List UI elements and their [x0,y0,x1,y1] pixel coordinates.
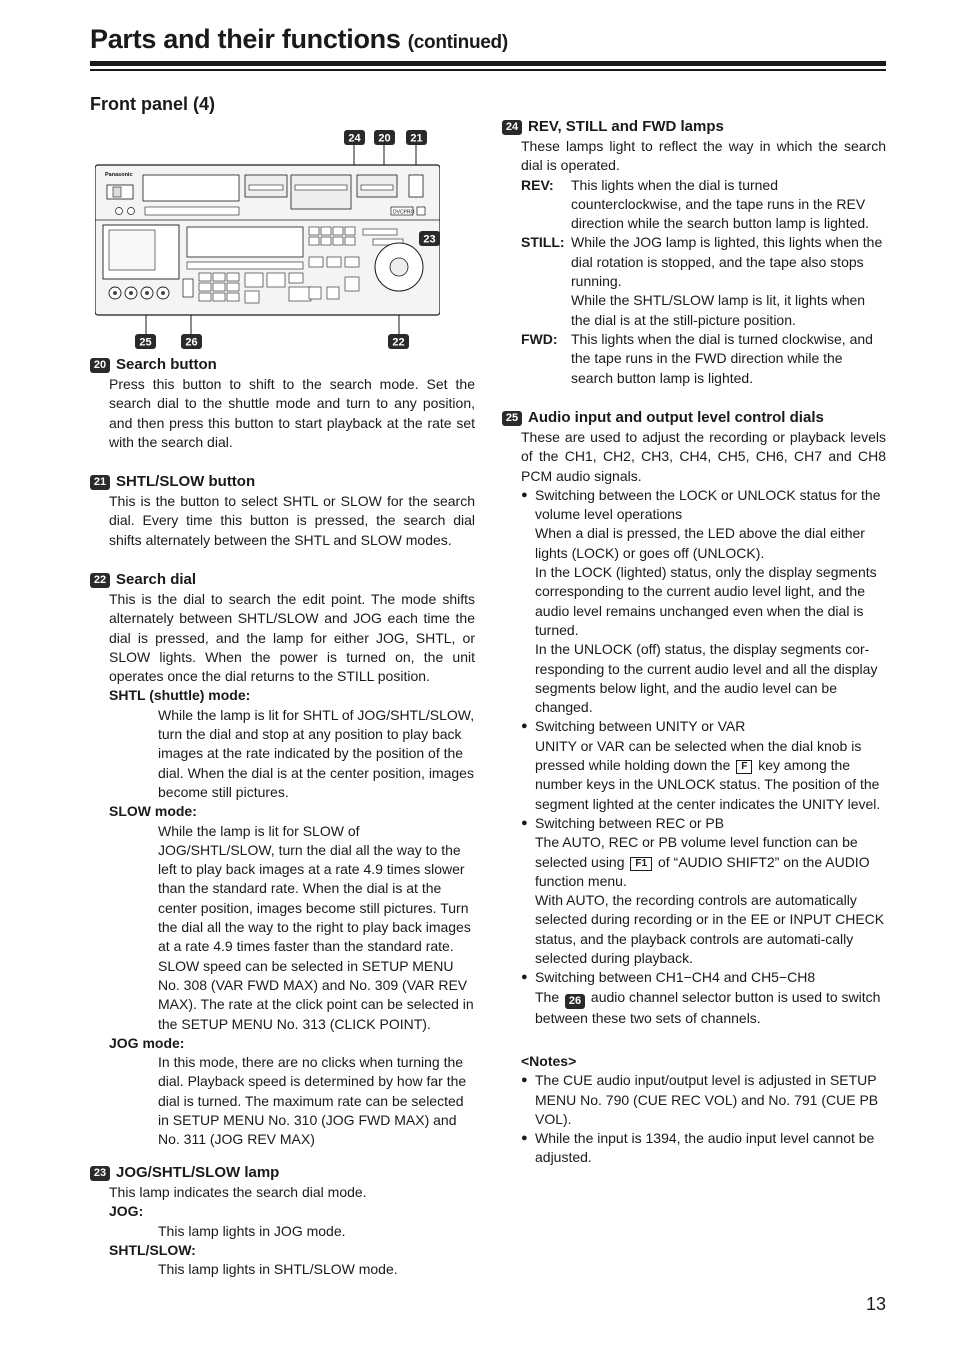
f1-key-icon: F1 [630,857,652,871]
svg-text:26: 26 [185,336,198,349]
section-number: 22 [90,573,110,588]
svg-text:21: 21 [410,132,423,145]
section-24 [502,117,886,388]
section-number: 23 [90,1166,110,1181]
term-rev: REV: This lights when the dial is turned counterclockwise, and the tape runs in the REV direction while the search button lamp is lighted. [521,176,870,232]
section-20 [90,355,475,452]
section-title: Search button [116,356,217,373]
section-body: These are used to adjust the recording or playback levels of the CH1, CH2, CH3, CH4, CH5, CH6, CH7 and CH8 PCM audio signals. [521,429,886,484]
callout-21 [406,130,427,145]
mode-body: This lamp lights in JOG mode. [158,1222,346,1239]
header-continued: (continued) [407,32,508,53]
bullet-icon: ● [521,1074,528,1087]
section-body: Press this button to shift to the search mode. Set the search dial to the shuttle mode and turn to any position, and then press this button to start playback at the rate set with the search dial. [109,376,475,450]
mode-heading: SLOW mode: [109,803,197,820]
bullet-icon: ● [521,971,528,984]
section-number: 24 [502,120,522,135]
section-number: 25 [502,411,522,426]
mode-heading: JOG mode: [109,1034,185,1051]
section-title: Audio input and output level control dials [528,409,824,426]
section-22 [90,570,475,1150]
section-21 [90,472,475,550]
bullet-channel-sets: ● Switching between CH1−CH4 and CH5−CH8 The 26 audio channel selector button is used to switch between these two sets of channels. [521,968,886,1028]
callout-20 [374,130,395,145]
mode-heading: JOG: [109,1203,144,1220]
section-body: This lamp indicates the search dial mode. [109,1184,367,1200]
page-header [90,24,508,55]
term-still-cont: While the SHTL/SLOW lamp is lit, it lights when the dial is at the still-picture position. [571,292,866,328]
callout-25 [135,334,156,349]
section-body: This is the button to select SHTL or SLOW for the search dial. Every time this button is pressed, the search dial shifts alternately between the SHTL and SLOW modes. [109,493,475,548]
svg-text:24: 24 [348,132,361,145]
term-still: STILL: While the JOG lamp is lighted, this lights when the dial rotation is stopped, and the tape also stops running. [521,234,883,290]
mode-body: While the lamp is lit for SLOW of JOG/SHTL/SLOW, turn the dial all the way to the left to play back images at a rate 4.9 times slower than the standard rate. When the dial is at the center position, images become still pictures. Turn the dial all the way to the right to play back images at a rate 4.9 times faster than the standard rate. SLOW speed can be selected in SETUP MENU No. 308 (VAR FWD MAX) and No. 309 (VAR REV MAX). The rate at the click point can be selected in the SETUP MENU No. 313 (CLICK POINT). [158,822,474,1032]
bullet-icon: ● [521,488,528,501]
svg-text:Panasonic: Panasonic [105,172,133,178]
f-key-icon: F [736,760,752,774]
vtr-body [95,165,440,315]
note-item: ● The CUE audio input/output level is adjusted in SETUP MENU No. 790 (CUE REC VOL) and No. 791 (CUE PB VOL). [521,1071,886,1129]
mode-heading: SHTL (shuttle) mode: [109,687,251,704]
header-rule-thin [90,69,886,71]
mode-body: This lamp lights in SHTL/SLOW mode. [158,1261,398,1278]
bullet-rec-pb: ● Switching between REC or PB The AUTO, REC or PB volume level function can be selected using F1 of “AUDIO SHIFT2” on the AUDIO function menu. With AUTO, the recording controls are automatically selected during recording or in the EE or INPUT CHECK status, and the playback controls are automati-cally selected during playback. [521,814,886,968]
notes [502,1052,886,1168]
svg-text:20: 20 [378,132,391,145]
callout-26 [181,334,202,349]
front-panel-illustration [95,127,440,352]
ref-26-badge: 26 [565,994,585,1009]
svg-text:25: 25 [139,336,152,349]
bullet-unity-var: ● Switching between UNITY or VAR UNITY or VAR can be selected when the dial knob is pressed while holding down the F key among the number keys in the UNLOCK status. The position of the segment lighted at the center indicates the UNITY level. [521,717,886,813]
header-rule-thick [90,61,886,66]
section-title: JOG/SHTL/SLOW lamp [116,1164,280,1181]
header-title: Parts and their functions [90,24,401,54]
term-fwd: FWD: This lights when the dial is turned clockwise, and the tape runs in the FWD direction while the search button lamp is lighted. [521,330,873,386]
callout-24 [344,130,365,145]
bullet-icon: ● [521,720,528,733]
subsection-title: Front panel (4) [90,94,215,114]
front-panel-figure [95,127,440,352]
bullet-lock-unlock: ● Switching between the LOCK or UNLOCK status for the volume level operations When a dial is pressed, the LED above the dial either lights (LOCK) or goes off (UNLOCK). In the LOCK (lighted) status, only the display segments corresponding to the current audio level light, and the audio level remains unchanged even when the dial is turned. In the UNLOCK (off) status, the display segments cor-responding to the current audio level and all the display segments below light, and the audio level can be changed. [521,486,886,718]
section-25 [502,408,886,1028]
notes-heading: <Notes> [521,1053,577,1069]
bullet-icon: ● [521,1132,528,1145]
section-body: This is the dial to search the edit point. The mode shifts alternately between SHTL/SLOW and JOG each time the dial is pressed, and the lamp for either JOG, SHTL, or SLOW lights. When the power is turned on, the unit operates once the dial returns to the STILL position. [109,591,475,685]
callout-23 [419,231,440,246]
section-title: Search dial [116,571,197,588]
mode-heading: SHTL/SLOW: [109,1241,196,1258]
section-number: 21 [90,475,110,490]
page-number: 13 [866,1294,887,1314]
note-item: ● While the input is 1394, the audio input level cannot be adjusted. [521,1129,886,1168]
section-number: 20 [90,358,110,373]
mode-body: While the lamp is lit for SHTL of JOG/SHTL/SLOW, turn the dial and stop at any position to play back images at the rate indicated by the position of the dial. When the dial is at the center position, images become still pictures. [158,706,475,800]
callout-22 [388,334,409,349]
bullet-icon: ● [521,816,528,829]
svg-text:23: 23 [423,233,436,246]
svg-text:DVCPRO: DVCPRO [393,209,415,216]
section-title: SHTL/SLOW button [116,473,256,490]
section-body: These lamps light to reflect the way in which the search dial is operated. [521,138,886,174]
svg-text:22: 22 [392,336,405,349]
mode-body: In this mode, there are no clicks when turning the dial. Playback speed is determined by how far the dial is turned. The maximum rate can be selected in SETUP MENU No. 310 (JOG FWD MAX) and No. 311 (JOG REV MAX) [158,1054,467,1148]
section-23 [90,1163,475,1279]
section-title: REV, STILL and FWD lamps [528,118,724,135]
